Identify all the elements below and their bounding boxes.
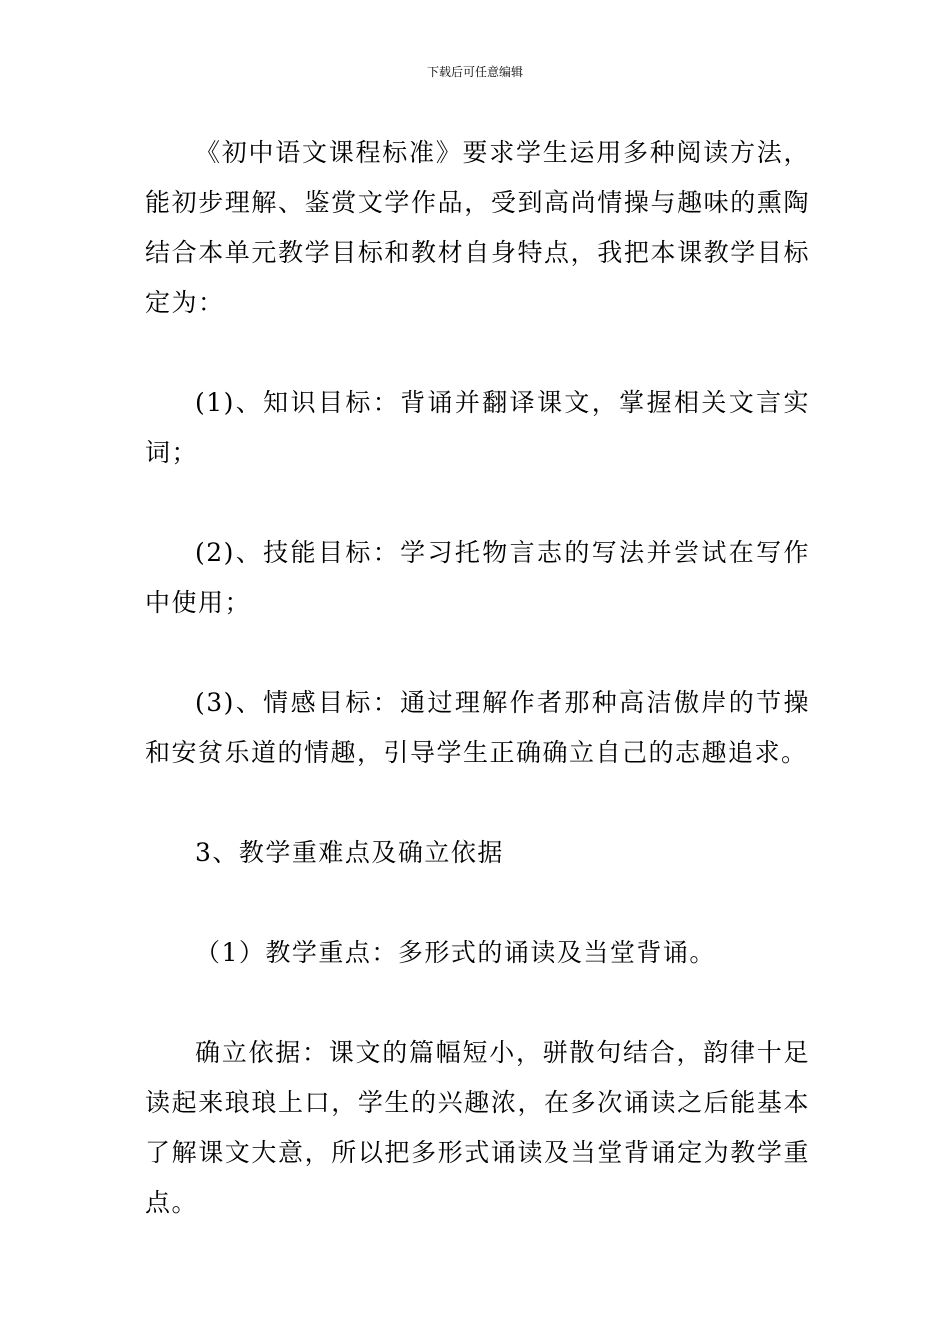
paragraph-basis: 确立依据：课文的篇幅短小，骈散句结合，韵律十足读起来琅琅上口，学生的兴趣浓，在多次诵读之后能基本了解课文大意，所以把多形式诵读及当堂背诵定为教学重点。 (145, 1038, 810, 1217)
paragraph-spacer (145, 478, 810, 528)
paragraph-knowledge-goal: (1)、知识目标：背诵并翻译课文，掌握相关文言实词； (145, 388, 810, 467)
document-body (145, 128, 810, 1228)
paragraph-curriculum-standard: 《初中语文课程标准》要求学生运用多种阅读方法，能初步理解、鉴赏文学作品，受到高尚情操与趣味的熏陶结合本单元教学目标和教材自身特点，我把本课教学目标定为： (145, 138, 810, 317)
section-heading-key-points: 3、教学重难点及确立依据 (195, 838, 504, 867)
paragraph-skill-goal: (2)、技能目标：学习托物言志的写法并尝试在写作中使用； (145, 538, 810, 617)
paragraph-spacer (145, 328, 810, 378)
paragraph-spacer (145, 778, 810, 828)
paragraph-spacer (145, 978, 810, 1028)
paragraph-teaching-focus: （1）教学重点：多形式的诵读及当堂背诵。 (195, 938, 716, 967)
paragraph-spacer (145, 878, 810, 928)
paragraph-emotion-goal: (3)、情感目标：通过理解作者那种高洁傲岸的节操和安贫乐道的情趣，引导学生正确确立自己的志趣追求。 (145, 688, 810, 767)
page-header: 下载后可任意编辑 (426, 65, 523, 79)
paragraph-spacer (145, 628, 810, 678)
